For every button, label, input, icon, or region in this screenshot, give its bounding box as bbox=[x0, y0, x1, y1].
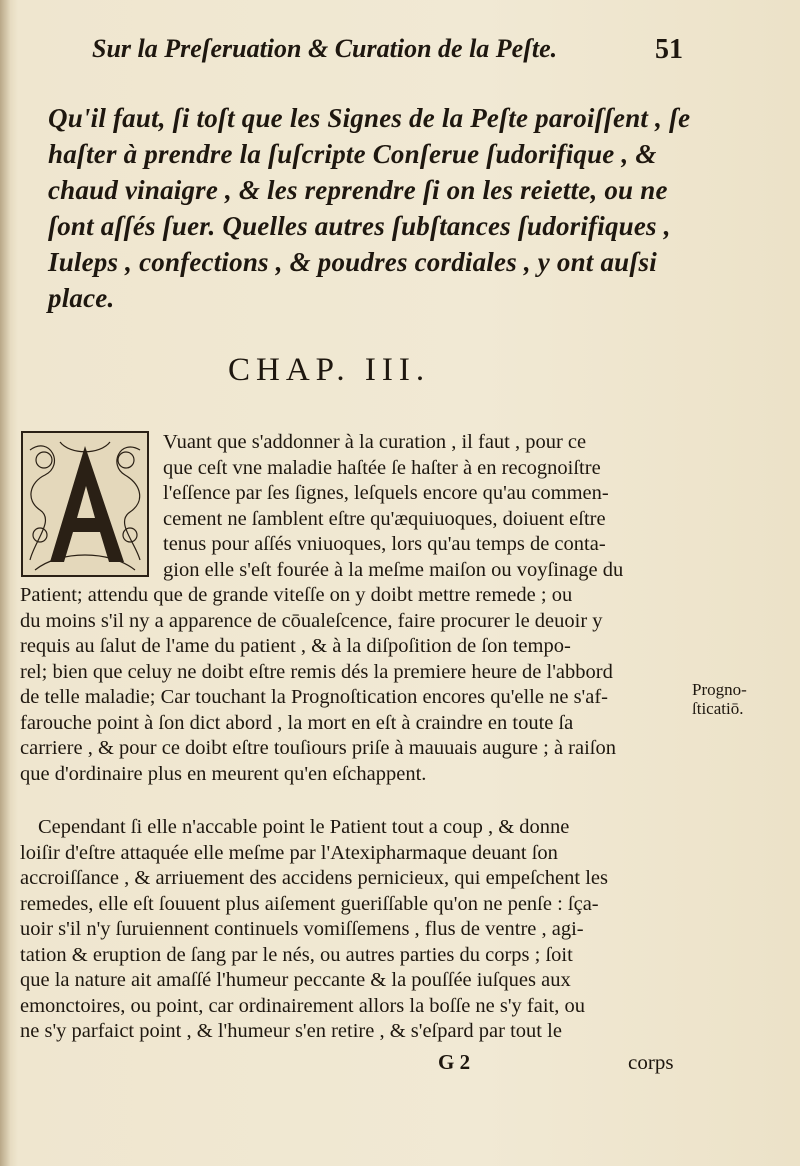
summary-line: Qu'il faut, ſi toſt que les Signes de la Peſte paroiſſent , ſe bbox=[48, 103, 691, 133]
summary-line: Iuleps , confections , & poudres cordiales , y ont auſsi bbox=[48, 247, 657, 277]
text-line: que la nature ait amaſſé l'humeur peccante & la pouſſée iuſques aux bbox=[20, 969, 571, 991]
margin-note-line: Progno- bbox=[692, 680, 747, 699]
text-line: farouche point à ſon dict abord , la mort en eſt à craindre en toute ſa bbox=[20, 711, 574, 734]
text-line: requis au ſalut de l'ame du patient , & à la diſpoſition de ſon tempo- bbox=[20, 635, 571, 657]
text-line: uoir s'il n'y ſuruiennent continuels vomiſſemens , flus de ventre , agi- bbox=[20, 918, 584, 940]
margin-note-line: ſticatiō. bbox=[692, 699, 744, 718]
text-line: remedes, elle eſt ſouuent plus aiſement gueriſſable qu'on ne penſe : ſça- bbox=[20, 892, 599, 915]
page-number: 51 bbox=[655, 34, 683, 65]
text-line: ne s'y parfaict point , & l'humeur s'en retire , & s'eſpard par tout le bbox=[20, 1020, 562, 1042]
text-line: accroiſſance , & arriuement des accidens pernicieux, qui empeſchent les bbox=[20, 867, 608, 889]
text-line: que d'ordinaire plus en meurent qu'en eſchappent. bbox=[20, 762, 427, 785]
text-line: tation & eruption de ſang par le nés, ou autres parties du corps ; ſoit bbox=[20, 943, 573, 966]
paragraph-2 bbox=[20, 815, 690, 1045]
chapter-summary bbox=[48, 100, 698, 316]
signature-mark: G 2 bbox=[438, 1050, 471, 1074]
text-line: carriere , & pour ce doibt eſtre touſiours priſe à mauuais augure ; à raiſon bbox=[20, 737, 616, 759]
text-line: Cependant ſi elle n'accable point le Patient tout a coup , & donne bbox=[38, 816, 570, 838]
margin-note bbox=[692, 680, 792, 718]
summary-line: ſont aſſés ſuer. Quelles autres ſubſtances ſudorifiques , bbox=[48, 211, 671, 241]
page-gutter bbox=[0, 0, 10, 1166]
running-header bbox=[92, 34, 712, 64]
text-line: Vuant que s'addonner à la curation , il faut , pour ce bbox=[163, 431, 587, 453]
text-line: l'eſſence par ſes ſignes, leſquels encore qu'au commen- bbox=[163, 482, 609, 504]
text-line: tenus pour aſſés vniuoques, lors qu'au temps de conta- bbox=[163, 533, 606, 555]
paragraph-1 bbox=[20, 430, 690, 787]
signature-line bbox=[438, 1050, 688, 1075]
summary-line: chaud vinaigre , & les reprendre ſi on les reiette, ou ne bbox=[48, 175, 668, 205]
text-line: rel; bien que celuy ne doibt eſtre remis dés la premiere heure de l'abbord bbox=[20, 660, 613, 683]
catchword: corps bbox=[628, 1050, 674, 1074]
text-line: Patient; attendu que de grande viteſſe on y doibt mettre remede ; ou bbox=[20, 584, 573, 606]
text-line: du moins s'il ny a apparence de cōualeſcence, faire procurer le deuoir y bbox=[20, 609, 603, 632]
text-line: de telle maladie; Car touchant la Prognoſtication encores qu'elle ne s'af- bbox=[20, 686, 609, 708]
summary-line: place. bbox=[48, 283, 115, 313]
text-line: gion elle s'eſt fourée à la meſme maiſon ou voyſinage du bbox=[163, 558, 624, 581]
chapter-heading: CHAP. III. bbox=[228, 352, 431, 388]
running-title: Sur la Preſeruation & Curation de la Peſte. bbox=[92, 34, 558, 63]
text-line: emonctoires, ou point, car ordinairement allors la boſſe ne s'y fait, ou bbox=[20, 994, 586, 1017]
text-line: que ceſt vne maladie haſtée ſe haſter à en recognoiſtre bbox=[163, 456, 601, 479]
text-line: loiſir d'eſtre attaquée elle meſme par l'Atexipharmaque deuant ſon bbox=[20, 841, 558, 864]
summary-line: haſter à prendre la ſuſcripte Conſerue ſudorifique , & bbox=[48, 139, 657, 169]
text-line: cement ne ſamblent eſtre qu'æquiuoques, doiuent eſtre bbox=[163, 507, 606, 530]
